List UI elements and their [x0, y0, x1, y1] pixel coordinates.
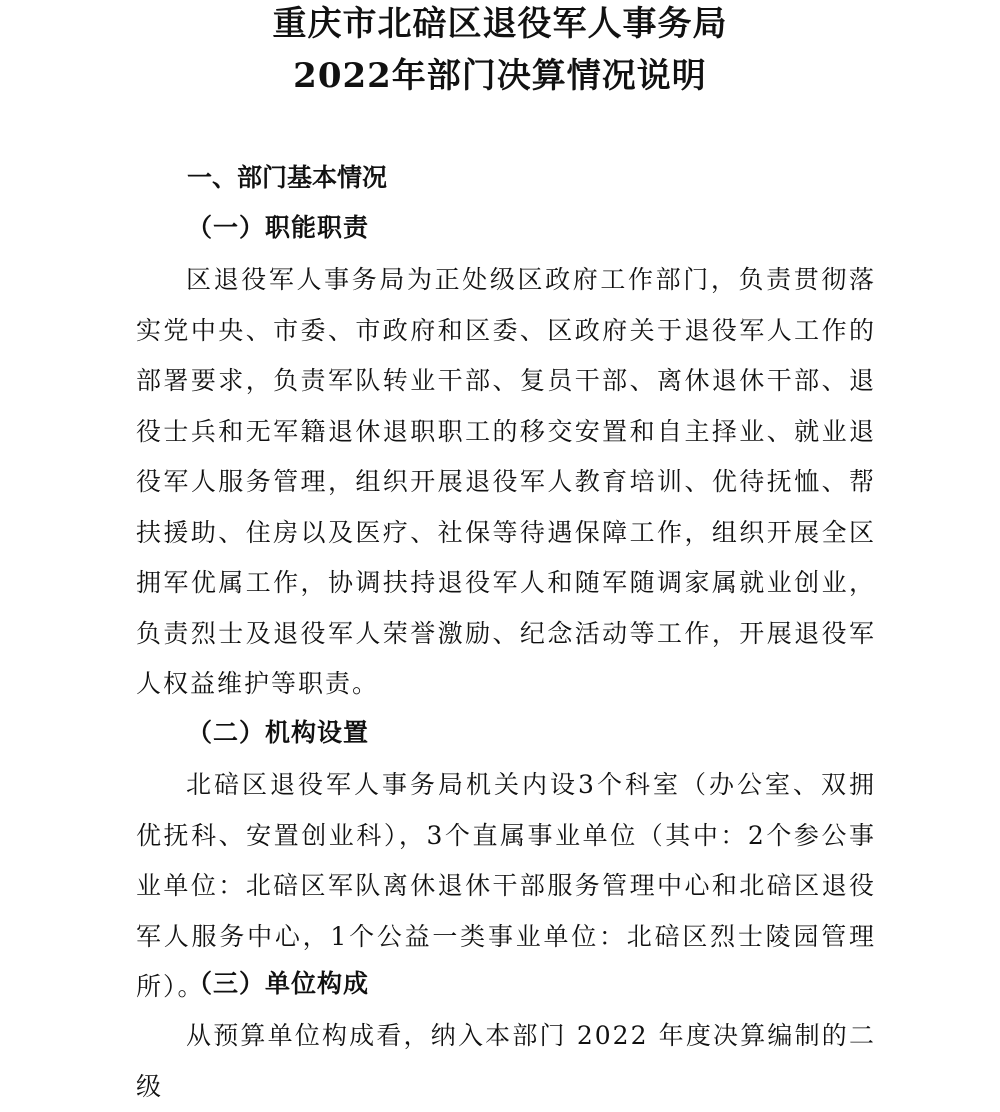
subsection-heading-unit-composition: （三）单位构成: [187, 969, 370, 998]
paragraph-duties: 区退役军人事务局为正处级区政府工作部门，负责贯彻落实党中央、市委、市政府和区委、区政府关于退役军人工作的部署要求，负责军队转业干部、复员干部、离休退休干部、退役士兵和无军籍退休退职职工的移交安置和自主择业、就业退役军人服务管理，组织开展退役军人教育培训、优待抚恤、帮扶援助、住房以及医疗、社保等待遇保障工作，组织开展全区拥军优属工作，协调扶持退役军人和随军随调家属就业创业，负责烈士及退役军人荣誉激励、纪念活动等工作，开展退役军人权益维护等职责。: [136, 265, 876, 698]
document-title-line-1: 重庆市北碚区退役军人事务局: [272, 4, 728, 44]
section-heading-basic-info: 一、部门基本情况: [187, 163, 388, 192]
subsection-heading-organization: （二）机构设置: [187, 718, 370, 747]
subsection-heading-duties: （一）职能职责: [187, 213, 370, 242]
paragraph-organization: 北碚区退役军人事务局机关内设3个科室（办公室、双拥优抚科、安置创业科），3个直属事业单位（其中：2个参公事业单位：北碚区军队离休退休干部服务管理中心和北碚区退役军人服务中心，1个公益一类事业单位：北碚区烈士陵园管理所）。: [136, 770, 876, 1001]
paragraph-unit-composition: 从预算单位构成看，纳入本部门 2022 年度决算编制的二级: [136, 1021, 876, 1101]
document-title-line-2: 2022年部门决算情况说明: [293, 56, 707, 96]
